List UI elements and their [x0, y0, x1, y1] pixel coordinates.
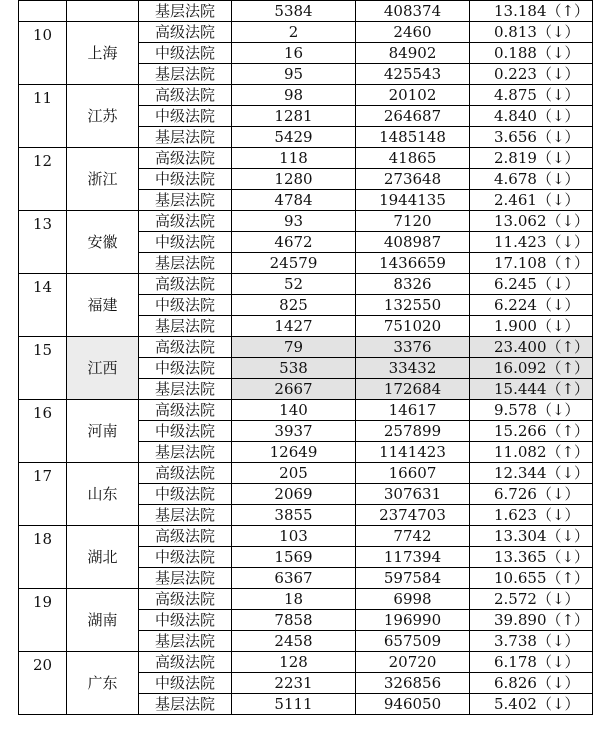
court-level-cell: 中级法院: [139, 358, 232, 379]
count-cell: 1281: [232, 106, 356, 127]
court-level-cell: 高级法院: [139, 274, 232, 295]
ratio-cell: 4.875（↓）: [470, 85, 593, 106]
table-row: [19, 337, 593, 358]
count-cell: 4784: [232, 190, 356, 211]
index-cell: 12: [19, 148, 67, 211]
court-level-cell: 高级法院: [139, 526, 232, 547]
count-cell: 2069: [232, 484, 356, 505]
ratio-cell: 17.108（↑）: [470, 253, 593, 274]
count-cell: 24579: [232, 253, 356, 274]
count-cell: 825: [232, 295, 356, 316]
count-cell: 2: [232, 22, 356, 43]
court-level-cell: 中级法院: [139, 610, 232, 631]
table-row: [19, 589, 593, 610]
table-row: [19, 148, 593, 169]
count-cell: 2231: [232, 673, 356, 694]
total-cell: 117394: [356, 547, 470, 568]
court-level-cell: 高级法院: [139, 400, 232, 421]
total-cell: 7742: [356, 526, 470, 547]
total-cell: 273648: [356, 169, 470, 190]
court-level-cell: 基层法院: [139, 127, 232, 148]
total-cell: 1944135: [356, 190, 470, 211]
ratio-cell: 2.461（↓）: [470, 190, 593, 211]
province-cell: 河南: [67, 400, 139, 463]
ratio-cell: 0.813（↓）: [470, 22, 593, 43]
table-row: [19, 400, 593, 421]
ratio-cell: 3.738（↓）: [470, 631, 593, 652]
court-level-cell: 基层法院: [139, 316, 232, 337]
total-cell: 20102: [356, 85, 470, 106]
province-cell: [67, 1, 139, 22]
ratio-cell: 13.184（↑）: [470, 1, 593, 22]
count-cell: 3937: [232, 421, 356, 442]
court-level-cell: 基层法院: [139, 505, 232, 526]
count-cell: 2458: [232, 631, 356, 652]
total-cell: 751020: [356, 316, 470, 337]
count-cell: 95: [232, 64, 356, 85]
ratio-cell: 13.304（↓）: [470, 526, 593, 547]
ratio-cell: 39.890（↑）: [470, 610, 593, 631]
court-level-cell: 基层法院: [139, 1, 232, 22]
index-cell: 19: [19, 589, 67, 652]
index-cell: [19, 1, 67, 22]
ratio-cell: 0.223（↓）: [470, 64, 593, 85]
province-cell: 湖南: [67, 589, 139, 652]
ratio-cell: 16.092（↑）: [470, 358, 593, 379]
count-cell: 7858: [232, 610, 356, 631]
count-cell: 52: [232, 274, 356, 295]
court-level-cell: 高级法院: [139, 211, 232, 232]
count-cell: 79: [232, 337, 356, 358]
total-cell: 1485148: [356, 127, 470, 148]
count-cell: 1280: [232, 169, 356, 190]
ratio-cell: 9.578（↓）: [470, 400, 593, 421]
province-cell: 湖北: [67, 526, 139, 589]
ratio-cell: 2.819（↓）: [470, 148, 593, 169]
total-cell: 326856: [356, 673, 470, 694]
count-cell: 93: [232, 211, 356, 232]
ratio-cell: 6.826（↓）: [470, 673, 593, 694]
ratio-cell: 15.266（↑）: [470, 421, 593, 442]
count-cell: 6367: [232, 568, 356, 589]
court-level-cell: 基层法院: [139, 694, 232, 715]
court-level-cell: 高级法院: [139, 148, 232, 169]
court-level-cell: 基层法院: [139, 190, 232, 211]
province-cell: 广东: [67, 652, 139, 715]
table-row: [19, 22, 593, 43]
total-cell: 33432: [356, 358, 470, 379]
ratio-cell: 6.224（↓）: [470, 295, 593, 316]
total-cell: 41865: [356, 148, 470, 169]
ratio-cell: 10.655（↑）: [470, 568, 593, 589]
total-cell: 657509: [356, 631, 470, 652]
court-level-cell: 基层法院: [139, 631, 232, 652]
ratio-cell: 13.062（↓）: [470, 211, 593, 232]
court-level-cell: 高级法院: [139, 22, 232, 43]
table-body: [19, 1, 593, 715]
index-cell: 17: [19, 463, 67, 526]
province-cell: 福建: [67, 274, 139, 337]
count-cell: 5429: [232, 127, 356, 148]
ratio-cell: 15.444（↑）: [470, 379, 593, 400]
court-level-cell: 高级法院: [139, 652, 232, 673]
table-row: [19, 85, 593, 106]
index-cell: 13: [19, 211, 67, 274]
total-cell: 946050: [356, 694, 470, 715]
court-level-cell: 中级法院: [139, 169, 232, 190]
court-level-cell: 中级法院: [139, 421, 232, 442]
total-cell: 172684: [356, 379, 470, 400]
count-cell: 538: [232, 358, 356, 379]
total-cell: 425543: [356, 64, 470, 85]
count-cell: 18: [232, 589, 356, 610]
court-level-cell: 基层法院: [139, 64, 232, 85]
index-cell: 20: [19, 652, 67, 715]
ratio-cell: 6.245（↓）: [470, 274, 593, 295]
total-cell: 14617: [356, 400, 470, 421]
total-cell: 1436659: [356, 253, 470, 274]
ratio-cell: 5.402（↓）: [470, 694, 593, 715]
ratio-cell: 0.188（↓）: [470, 43, 593, 64]
court-level-cell: 中级法院: [139, 106, 232, 127]
total-cell: 84902: [356, 43, 470, 64]
table-row: [19, 1, 593, 22]
province-cell: 江西: [67, 337, 139, 400]
province-cell: 上海: [67, 22, 139, 85]
count-cell: 2667: [232, 379, 356, 400]
table-row: [19, 652, 593, 673]
ratio-cell: 11.082（↑）: [470, 442, 593, 463]
court-level-cell: 基层法院: [139, 568, 232, 589]
total-cell: 264687: [356, 106, 470, 127]
total-cell: 2374703: [356, 505, 470, 526]
ratio-cell: 12.344（↓）: [470, 463, 593, 484]
total-cell: 8326: [356, 274, 470, 295]
court-level-cell: 基层法院: [139, 442, 232, 463]
court-level-cell: 中级法院: [139, 547, 232, 568]
total-cell: 408374: [356, 1, 470, 22]
table-row: [19, 211, 593, 232]
court-statistics-table: [18, 0, 593, 715]
court-level-cell: 高级法院: [139, 85, 232, 106]
total-cell: 307631: [356, 484, 470, 505]
index-cell: 16: [19, 400, 67, 463]
ratio-cell: 4.678（↓）: [470, 169, 593, 190]
ratio-cell: 4.840（↓）: [470, 106, 593, 127]
count-cell: 12649: [232, 442, 356, 463]
count-cell: 4672: [232, 232, 356, 253]
total-cell: 132550: [356, 295, 470, 316]
total-cell: 408987: [356, 232, 470, 253]
count-cell: 5384: [232, 1, 356, 22]
court-level-cell: 高级法院: [139, 589, 232, 610]
count-cell: 205: [232, 463, 356, 484]
index-cell: 15: [19, 337, 67, 400]
count-cell: 140: [232, 400, 356, 421]
court-level-cell: 中级法院: [139, 673, 232, 694]
index-cell: 14: [19, 274, 67, 337]
ratio-cell: 2.572（↓）: [470, 589, 593, 610]
count-cell: 103: [232, 526, 356, 547]
court-level-cell: 中级法院: [139, 232, 232, 253]
ratio-cell: 6.726（↓）: [470, 484, 593, 505]
court-level-cell: 中级法院: [139, 295, 232, 316]
index-cell: 10: [19, 22, 67, 85]
ratio-cell: 1.900（↓）: [470, 316, 593, 337]
ratio-cell: 11.423（↓）: [470, 232, 593, 253]
count-cell: 16: [232, 43, 356, 64]
court-level-cell: 中级法院: [139, 484, 232, 505]
table-row: [19, 463, 593, 484]
count-cell: 118: [232, 148, 356, 169]
total-cell: 6998: [356, 589, 470, 610]
ratio-cell: 13.365（↓）: [470, 547, 593, 568]
total-cell: 3376: [356, 337, 470, 358]
index-cell: 18: [19, 526, 67, 589]
ratio-cell: 3.656（↓）: [470, 127, 593, 148]
total-cell: 2460: [356, 22, 470, 43]
total-cell: 20720: [356, 652, 470, 673]
court-level-cell: 基层法院: [139, 253, 232, 274]
count-cell: 3855: [232, 505, 356, 526]
province-cell: 江苏: [67, 85, 139, 148]
province-cell: 安徽: [67, 211, 139, 274]
total-cell: 257899: [356, 421, 470, 442]
province-cell: 浙江: [67, 148, 139, 211]
ratio-cell: 1.623（↓）: [470, 505, 593, 526]
total-cell: 16607: [356, 463, 470, 484]
province-cell: 山东: [67, 463, 139, 526]
total-cell: 196990: [356, 610, 470, 631]
ratio-cell: 6.178（↓）: [470, 652, 593, 673]
court-level-cell: 中级法院: [139, 43, 232, 64]
count-cell: 98: [232, 85, 356, 106]
court-level-cell: 基层法院: [139, 379, 232, 400]
table-row: [19, 526, 593, 547]
court-level-cell: 高级法院: [139, 463, 232, 484]
index-cell: 11: [19, 85, 67, 148]
count-cell: 1569: [232, 547, 356, 568]
ratio-cell: 23.400（↑）: [470, 337, 593, 358]
total-cell: 7120: [356, 211, 470, 232]
table-row: [19, 274, 593, 295]
court-level-cell: 高级法院: [139, 337, 232, 358]
count-cell: 1427: [232, 316, 356, 337]
total-cell: 1141423: [356, 442, 470, 463]
total-cell: 597584: [356, 568, 470, 589]
count-cell: 128: [232, 652, 356, 673]
count-cell: 5111: [232, 694, 356, 715]
